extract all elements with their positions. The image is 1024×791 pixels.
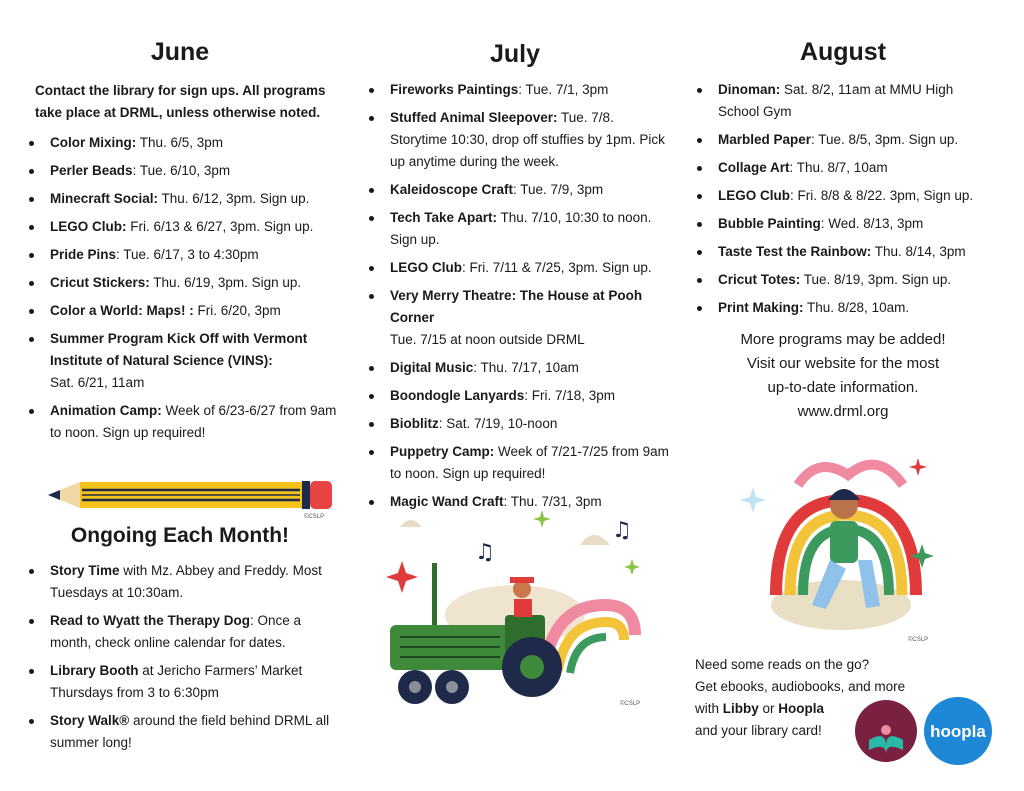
ereads-with: with	[695, 701, 723, 716]
program-name: Bubble Painting	[718, 216, 821, 231]
ereads-line-4: and your library card!	[695, 723, 822, 738]
program-name: Dinoman:	[718, 82, 781, 97]
list-item	[360, 385, 670, 407]
list-item	[360, 357, 670, 379]
copyright-tractor: ©CSLP	[620, 701, 641, 707]
program-detail: Thu. 6/5, 3pm	[136, 135, 224, 150]
program-name: Very Merry Theatre: The House at Pooh Corner	[390, 288, 643, 325]
more-programs-line: up-to-date information.	[767, 379, 919, 396]
list-item	[20, 216, 340, 238]
list-item	[360, 107, 670, 173]
program-name: Story Walk®	[50, 713, 130, 728]
program-detail: Thu. 8/28, 10am.	[803, 300, 910, 315]
program-name: Stuffed Animal Sleepover:	[390, 110, 558, 125]
list-item	[688, 157, 998, 179]
program-name: Minecraft Social:	[50, 191, 159, 206]
list-item	[688, 241, 998, 263]
list-item	[360, 285, 670, 351]
list-item	[20, 710, 340, 754]
program-name: Perler Beads	[50, 163, 133, 178]
program-detail: : Fri. 7/11 & 7/25, 3pm. Sign up.	[462, 260, 652, 275]
program-name: Print Making:	[718, 300, 804, 315]
svg-text:©CSLP: ©CSLP	[304, 514, 325, 520]
list-item	[20, 400, 340, 444]
june-heading: June	[150, 38, 210, 66]
list-item	[20, 132, 340, 154]
program-detail: Thu. 8/14, 3pm	[871, 244, 966, 259]
list-item	[20, 244, 340, 266]
program-detail: : Thu. 7/17, 10am	[473, 360, 579, 375]
program-name: Marbled Paper	[718, 132, 812, 147]
august-heading: August	[799, 38, 887, 66]
program-detail: Thu. 7/10, 10:30 to noon. Sign up.	[390, 210, 652, 247]
program-name: LEGO Club:	[50, 219, 127, 234]
copyright-boy: ©CSLP	[908, 637, 929, 643]
program-name: LEGO Club	[718, 188, 790, 203]
more-programs-line: More programs may be added!	[740, 331, 946, 348]
tractor-illustration	[380, 505, 650, 715]
program-detail: with Mz. Abbey and Freddy. Most Tuesdays at 10:30am.	[50, 563, 322, 600]
program-name: Bioblitz	[390, 416, 439, 431]
list-item	[688, 213, 998, 235]
july-heading: July	[489, 40, 541, 68]
program-detail: at Jericho Farmers’ Market Thursdays from 3 to 6:30pm	[50, 663, 303, 700]
list-item	[688, 129, 998, 151]
list-item	[688, 297, 998, 319]
list-item	[360, 79, 670, 101]
list-item	[20, 560, 340, 604]
list-item	[20, 328, 340, 394]
program-detail: : Once a month, check online calendar for dates.	[50, 613, 302, 650]
hoopla-logo-text: hoopla	[930, 722, 986, 741]
list-item	[20, 160, 340, 182]
program-detail: : Fri. 8/8 & 8/22. 3pm, Sign up.	[790, 188, 974, 203]
program-name: Color a World: Maps! :	[50, 303, 194, 318]
list-item	[360, 257, 670, 279]
program-name: LEGO Club	[390, 260, 462, 275]
program-detail: : Thu. 7/31, 3pm	[503, 494, 602, 509]
list-item	[20, 188, 340, 210]
libby-link[interactable]: Libby	[722, 701, 759, 716]
program-name: Collage Art	[718, 160, 790, 175]
program-detail: Thu. 6/19, 3pm. Sign up.	[149, 275, 302, 290]
ereads-or: or	[758, 701, 779, 716]
more-programs-line: Visit our website for the most	[746, 355, 940, 372]
more-programs-line[interactable]: www.drml.org	[797, 403, 889, 420]
program-name: Read to Wyatt the Therapy Dog	[50, 613, 251, 628]
program-name: Animation Camp:	[50, 403, 162, 418]
ereads-line-1: Need some reads on the go?	[695, 657, 870, 672]
list-item	[20, 660, 340, 704]
list-item	[20, 272, 340, 294]
program-detail: Tue. 8/19, 3pm. Sign up.	[800, 272, 952, 287]
program-detail: : Fri. 7/18, 3pm	[524, 388, 616, 403]
program-name: Summer Program Kick Off with Vermont Institute of Natural Science (VINS):	[50, 331, 308, 368]
program-detail: : Wed. 8/13, 3pm	[820, 216, 924, 231]
program-detail: : Tue. 6/17, 3 to 4:30pm	[116, 247, 259, 262]
program-detail: : Thu. 8/7, 10am	[789, 160, 888, 175]
program-detail: Tue. 7/8. Storytime 10:30, drop off stuffies by 1pm. Pick up anytime during the week.	[390, 110, 665, 169]
list-item	[688, 185, 998, 207]
program-detail: Fri. 6/13 & 6/27, 3pm. Sign up.	[126, 219, 314, 234]
ereads-line-2: Get ebooks, audiobooks, and more	[695, 679, 906, 694]
program-detail: : Sat. 7/19, 10-noon	[438, 416, 558, 431]
list-item	[360, 179, 670, 201]
program-detail: Sat. 8/2, 11am at MMU High School Gym	[718, 82, 954, 119]
program-detail: : Tue. 7/1, 3pm	[518, 82, 609, 97]
program-name: Cricut Stickers:	[50, 275, 150, 290]
program-detail: Week of 7/21-7/25 from 9am to noon. Sign up required!	[390, 444, 669, 481]
pencil-illustration	[48, 478, 338, 520]
program-detail: : Tue. 6/10, 3pm	[132, 163, 231, 178]
list-item	[360, 413, 670, 435]
june-program-list	[20, 132, 340, 450]
program-name: Kaleidoscope Craft	[390, 182, 514, 197]
program-detail: around the field behind DRML all summer long!	[50, 713, 330, 750]
august-program-list	[688, 79, 998, 325]
program-name: Digital Music	[390, 360, 474, 375]
ongoing-program-list	[20, 560, 340, 760]
program-name: Pride Pins	[50, 247, 117, 262]
rainbow-boy-illustration	[736, 445, 946, 645]
program-detail: Sat. 6/21, 11am	[50, 375, 145, 390]
list-item	[688, 269, 998, 291]
program-name: Library Booth	[50, 663, 139, 678]
program-detail: Week of 6/23-6/27 from 9am to noon. Sign up required!	[50, 403, 337, 440]
program-name: Tech Take Apart:	[390, 210, 498, 225]
program-detail: : Tue. 7/9, 3pm	[513, 182, 604, 197]
program-detail: Thu. 6/12, 3pm. Sign up.	[158, 191, 310, 206]
program-name: Puppetry Camp:	[390, 444, 495, 459]
hoopla-link[interactable]: Hoopla	[778, 701, 825, 716]
program-name: Fireworks Paintings	[390, 82, 519, 97]
program-name: Boondogle Lanyards	[390, 388, 525, 403]
list-item	[688, 79, 998, 123]
svg-text:♫: ♫	[475, 540, 495, 565]
program-name: Magic Wand Craft	[390, 494, 504, 509]
program-detail: Tue. 7/15 at noon outside DRML	[390, 332, 585, 347]
list-item	[20, 300, 340, 322]
list-item	[20, 610, 340, 654]
ongoing-heading: Ongoing Each Month!	[70, 524, 290, 547]
program-name: Color Mixing:	[50, 135, 137, 150]
june-intro: Contact the library for sign ups. All programs take place at DRML, unless otherwise noted.	[35, 83, 326, 120]
program-name: Cricut Totes:	[718, 272, 801, 287]
libby-logo[interactable]	[855, 700, 917, 762]
hoopla-logo[interactable]	[923, 696, 993, 766]
program-detail: Fri. 6/20, 3pm	[193, 303, 281, 318]
july-program-list	[360, 79, 670, 519]
more-programs-note	[688, 328, 998, 424]
list-item	[360, 207, 670, 251]
program-detail: : Tue. 8/5, 3pm. Sign up.	[811, 132, 959, 147]
list-item	[360, 441, 670, 485]
program-name: Taste Test the Rainbow:	[718, 244, 872, 259]
svg-text:♫: ♫	[612, 518, 632, 543]
program-name: Story Time	[50, 563, 120, 578]
